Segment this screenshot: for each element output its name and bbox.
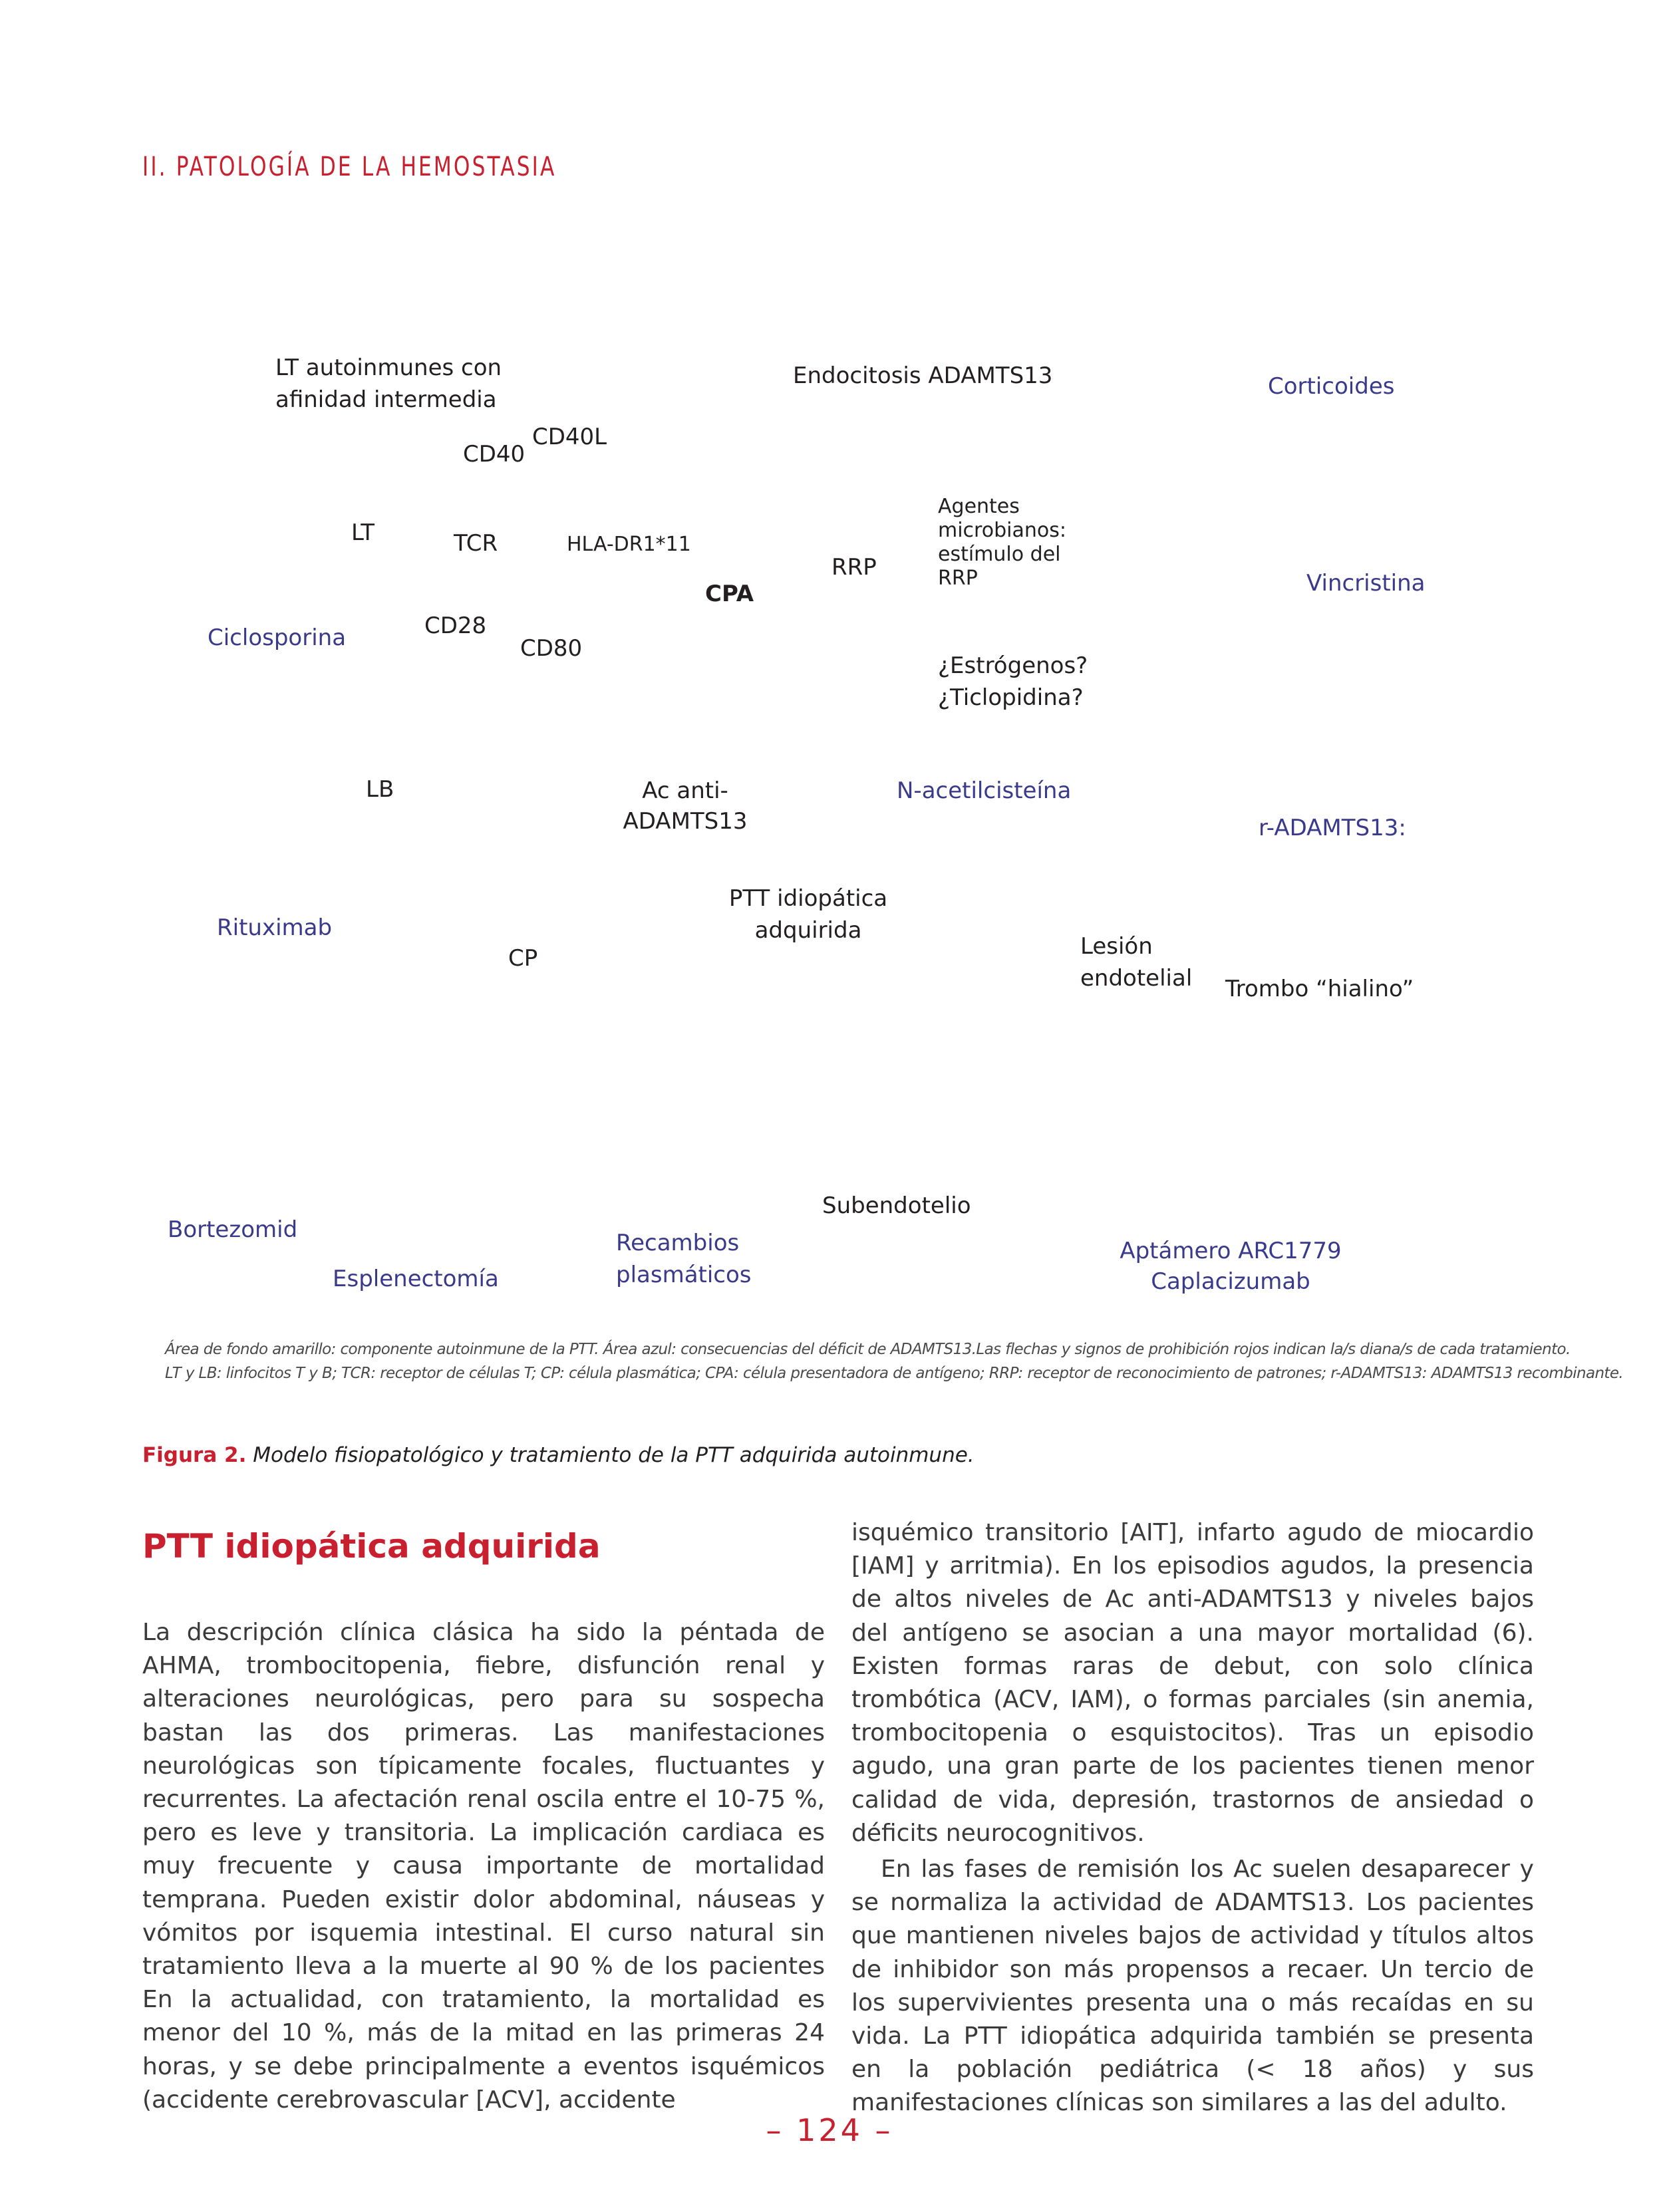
label-agentes-line1: Agentes (938, 495, 1020, 518)
label-cd40l: CD40L (532, 424, 607, 450)
label-agentes-line2: microbianos: (938, 519, 1066, 542)
label-agentes-line3: estímulo del (938, 543, 1061, 566)
label-cd80: CD80 (520, 635, 583, 662)
right-column (851, 1516, 1534, 2120)
left-column (142, 1616, 825, 2117)
treatment-n-acetilcisteina: N-acetilcisteína (897, 777, 1072, 804)
figure-caption-number: Figura 2. (142, 1443, 247, 1467)
treatment-recambios-line2: plasmáticos (616, 1262, 752, 1288)
section-title: PTT idiopática adquirida (142, 1527, 601, 1566)
right-paragraph-1: isquémico transitorio [AIT], infarto agudo de miocardio [IAM] y arritmia). En los episodios agudos, la presencia de altos niveles de Ac anti-ADAMTS13 y niveles bajos del antígeno se asocian a una mayor mortalidad (6). Existen formas raras de debut, con solo clínica trombótica (ACV, IAM), o formas parciales (sin anemia, trombocitopenia o esquistocitos). Tras un episodio agudo, una gran parte de los pacientes tienen menor calidad de vida, depresión, trastornos de ansiedad o déficits neurocognitivos. (851, 1519, 1534, 1847)
label-cpa: CPA (705, 581, 754, 607)
treatment-esplenectomia: Esplenectomía (333, 1266, 499, 1292)
treatment-ciclosporina: Ciclosporina (208, 624, 347, 651)
figure-note-line1: Área de fondo amarillo: componente autoinmune de la PTT. Área azul: consecuencias del déficit de ADAMTS13.Las flechas y signos de prohibición rojos indican la/s diana/s de cada tratamiento. (165, 1341, 1571, 1358)
page-number: – 124 – (766, 2112, 893, 2148)
label-lt-autoinmunes-line2: afinidad intermedia (275, 386, 497, 413)
label-rrp: RRP (831, 554, 877, 581)
label-tcr: TCR (454, 530, 498, 557)
treatment-caplacizumab: Caplacizumab (1151, 1268, 1310, 1295)
treatment-aptamero: Aptámero ARC1779 (1120, 1238, 1342, 1264)
figure-note-line2: LT y LB: linfocitos T y B; TCR: receptor de células T; CP: célula plasmática; CPA: célula presentadora de antígeno; RRP: receptor de reconocimiento de patrones; r-ADAMTS13: ADAMTS13 recombinante. (165, 1365, 1624, 1382)
treatment-vincristina: Vincristina (1306, 570, 1426, 597)
label-ac-anti-line1: Ac anti- (642, 777, 728, 804)
label-lt: LT (351, 519, 375, 546)
label-endocitosis: Endocitosis ADAMTS13 (793, 362, 1053, 389)
label-lt-autoinmunes-line1: LT autoinmunes con (275, 354, 502, 381)
figure-caption (142, 1443, 975, 1467)
label-lesion-line2: endotelial (1080, 965, 1193, 992)
label-ac-anti-line2: ADAMTS13 (623, 808, 748, 835)
treatment-corticoides: Corticoides (1268, 373, 1395, 400)
label-cp: CP (508, 945, 538, 972)
label-ptt-line1: PTT idiopática (728, 885, 888, 912)
label-trombo: Trombo “hialino” (1225, 976, 1414, 1002)
label-hla: HLA-DR1*11 (567, 533, 691, 556)
treatment-bortezomid: Bortezomid (168, 1216, 298, 1243)
label-lb: LB (366, 776, 394, 803)
treatment-r-adamts13: r-ADAMTS13: (1259, 815, 1406, 841)
running-head: II. PATOLOGÍA DE LA HEMOSTASIA (142, 152, 557, 182)
label-agentes-line4: RRP (938, 567, 978, 590)
right-paragraph-2: En las fases de remisión los Ac suelen desaparecer y se normaliza la actividad de ADAMTS13. Los pacientes que mantienen niveles bajos de actividad y títulos altos de inhibidor son más propensos a recaer. Un tercio de los supervivientes presenta una o más recaídas en su vida. La PTT idiopática adquirida también se presenta en la población pediátrica (< 18 años) y sus manifestaciones clínicas son similares a las del adulto. (851, 1856, 1534, 2117)
label-ptt-line2: adquirida (754, 917, 862, 944)
label-lesion-line1: Lesión (1080, 933, 1153, 960)
figure-caption-text: Modelo fisiopatológico y tratamiento de la PTT adquirida autoinmune. (253, 1443, 975, 1467)
label-cd28: CD28 (424, 613, 487, 639)
treatment-rituximab: Rituximab (217, 914, 333, 941)
left-paragraph-1: La descripción clínica clásica ha sido la péntada de AHMA, trombocitopenia, fiebre, disfunción renal y alteraciones neurológicas, pero para su sospecha bastan las dos primeras. Las manifestaciones neurológicas son típicamente focales, fluctuantes y recurrentes. La afectación renal oscila entre el 10-75 %, pero es leve y transitoria. La implicación cardiaca es muy frecuente y causa importante de mortalidad temprana. Pueden existir dolor abdominal, náuseas y vómitos por isquemia intestinal. El curso natural sin tratamiento lleva a la muerte al 90 % de los pacientes En la actualidad, con tratamiento, la mortalidad es menor del 10 %, más de la mitad en las primeras 24 horas, y se debe principalmente a eventos isquémicos (accidente cerebrovascular [ACV], accidente (142, 1619, 825, 2114)
treatment-recambios-line1: Recambios (616, 1230, 740, 1256)
label-subendotelio: Subendotelio (822, 1192, 971, 1219)
label-ticlopidina: ¿Ticlopidina? (938, 684, 1084, 711)
label-cd40: CD40 (463, 441, 526, 468)
label-estrogenos: ¿Estrógenos? (938, 652, 1088, 679)
